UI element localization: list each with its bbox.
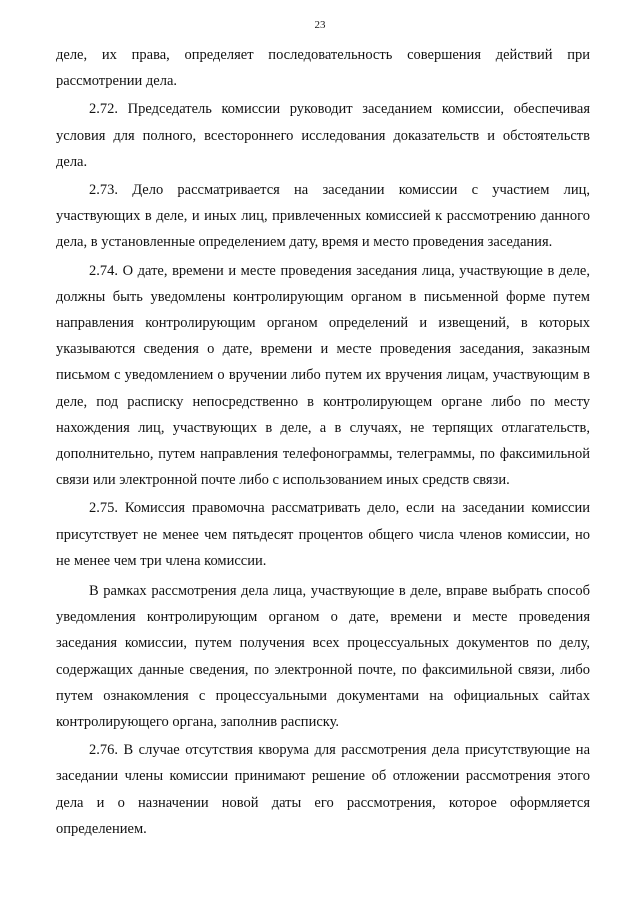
paragraph-2-76: 2.76. В случае отсутствия кворума для рассмотрения дела присутствующие на заседании члены комиссии принимают решение об отложении рассмотрения этого дела и о назначении новой даты его рассмотрения, которое оформляется определением. xyxy=(56,742,590,837)
paragraph-notification-method: В рамках рассмотрения дела лица, участвующие в деле, вправе выбрать способ уведомления контролирующим органом о дате, времени и месте проведения заседания комиссии, путем получения всех процессуальных документов по делу, содержащих данные сведения, по электронной почте, по факсимильной связи, либо путем ознакомления с процессуальными документами на официальных сайтах контролирующего органа, заполнив расписку. xyxy=(56,583,590,731)
paragraph-continuation: деле, их права, определяет последовательность совершения действий при рассмотрении дела. xyxy=(56,47,590,90)
paragraph-2-72: 2.72. Председатель комиссии руководит заседанием комиссии, обеспечивая условия для полного, всестороннего исследования доказательств и обстоятельств дела. xyxy=(56,101,590,170)
page-number: 23 xyxy=(314,19,326,31)
paragraph-2-75: 2.75. Комиссия правомочна рассматривать дело, если на заседании комиссии присутствует не менее чем пятьдесят процентов общего числа членов комиссии, но не менее чем три члена комиссии. xyxy=(56,500,590,569)
paragraph-2-73: 2.73. Дело рассматривается на заседании комиссии с участием лиц, участвующих в деле, и иных лиц, привлеченных комиссией к рассмотрению данного дела, в установленные определением дату, время и место проведения заседания. xyxy=(56,182,590,251)
document-body xyxy=(56,42,590,842)
paragraph-2-74: 2.74. О дате, времени и месте проведения заседания лица, участвующие в деле, должны быть уведомлены контролирующим органом в письменной форме путем направления контролирующим органом определений и извещений, в которых указываются сведения о дате, времени и месте проведения заседания, заказным письмом с уведомлением о вручении либо путем их вручения лицам, участвующим в деле, под расписку непосредственно в контролирующем органе либо по месту нахождения лиц, участвующих в деле, а в случаях, не терпящих отлагательств, дополнительно, путем направления телефонограммы, телеграммы, по факсимильной связи или электронной почте либо с использованием иных средств связи. xyxy=(56,262,590,489)
